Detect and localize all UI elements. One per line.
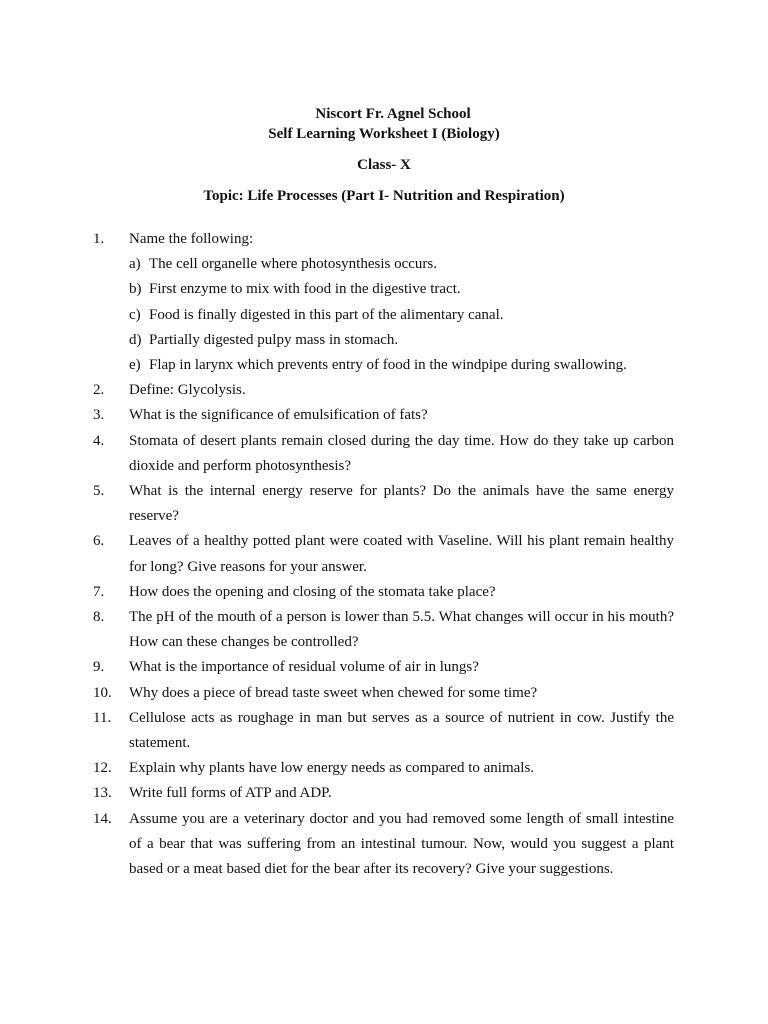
sub-question-letter: a)	[129, 256, 141, 273]
question-text: What is the internal energy reserve for plants? Do the animals have the same energy reserve?	[129, 483, 674, 525]
sub-question-item	[93, 277, 674, 302]
question-text: Explain why plants have low energy needs as compared to animals.	[129, 760, 535, 777]
question-list	[93, 227, 674, 882]
question-item	[93, 756, 674, 781]
sub-question-letter: e)	[129, 357, 141, 374]
question-number: 14.	[93, 810, 112, 827]
school-name: Niscort Fr. Agnel School	[315, 106, 471, 122]
sub-question-item	[93, 303, 674, 328]
question-number: 1.	[93, 231, 105, 247]
question-item	[93, 378, 674, 403]
question-number: 12.	[93, 760, 112, 777]
question-number: 13.	[93, 785, 112, 802]
question-text: Stomata of desert plants remain closed during the day time. How do they take up carbon dioxide and perform photosynthesis?	[129, 432, 674, 474]
question-item	[93, 429, 674, 479]
question-item	[93, 706, 674, 756]
sub-question-item	[93, 353, 674, 378]
topic-title: Topic: Life Processes (Part I- Nutrition and Respiration)	[203, 188, 565, 204]
question-text: Leaves of a healthy potted plant were coated with Vaseline. Will his plant remain healthy for long? Give reasons for your answer.	[129, 533, 674, 575]
sub-question-letter: b)	[129, 281, 142, 298]
question-number: 8.	[93, 609, 105, 626]
question-number: 5.	[93, 483, 105, 500]
worksheet-title: Self Learning Worksheet I (Biology)	[268, 126, 500, 142]
sub-question-letter: d)	[129, 331, 142, 348]
question-text: The pH of the mouth of a person is lower than 5.5. What changes will occur in his mouth? How can these changes be controlled?	[129, 609, 674, 651]
question-item	[93, 529, 674, 579]
question-number: 9.	[93, 659, 105, 676]
question-number: 3.	[93, 407, 105, 424]
class-label: Class- X	[357, 157, 411, 173]
sub-question-item	[93, 252, 674, 277]
question-text: What is the significance of emulsification of fats?	[129, 407, 428, 424]
question-item	[93, 807, 674, 883]
question-text: What is the importance of residual volume of air in lungs?	[129, 659, 479, 676]
question-item	[93, 655, 674, 680]
question-text: Why does a piece of bread taste sweet when chewed for some time?	[129, 684, 538, 701]
question-number: 11.	[93, 709, 112, 726]
sub-question-text: Flap in larynx which prevents entry of food in the windpipe during swallowing.	[149, 357, 627, 374]
question-text: Assume you are a veterinary doctor and you had removed some length of small intestine of a bear that was suffering from an intestinal tumour. Now, would you suggest a plant based or a meat based diet for the bear after its recovery? Give your suggestions.	[129, 810, 674, 878]
sub-question-letter: c)	[129, 306, 141, 323]
question-item	[93, 580, 674, 605]
question-number: 6.	[93, 533, 105, 550]
question-item	[93, 227, 674, 252]
question-number: 10.	[93, 684, 112, 701]
question-text: Cellulose acts as roughage in man but serves as a source of nutrient in cow. Justify the statement.	[129, 709, 674, 752]
question-text: Name the following:	[129, 231, 254, 247]
question-item	[93, 605, 674, 655]
question-number: 2.	[93, 382, 105, 399]
question-text: Write full forms of ATP and ADP.	[129, 785, 332, 802]
question-item	[93, 681, 674, 706]
question-text: Define: Glycolysis.	[129, 382, 246, 399]
sub-question-text: The cell organelle where photosynthesis occurs.	[149, 256, 437, 273]
question-number: 7.	[93, 583, 105, 600]
question-number: 4.	[93, 432, 105, 449]
question-item	[93, 781, 674, 806]
sub-question-text: Food is finally digested in this part of the alimentary canal.	[149, 306, 504, 323]
sub-question-text: First enzyme to mix with food in the digestive tract.	[149, 281, 461, 298]
question-item	[93, 479, 674, 529]
question-item	[93, 403, 674, 428]
sub-question-text: Partially digested pulpy mass in stomach.	[149, 331, 399, 348]
sub-question-item	[93, 328, 674, 353]
question-text: How does the opening and closing of the stomata take place?	[129, 583, 496, 600]
